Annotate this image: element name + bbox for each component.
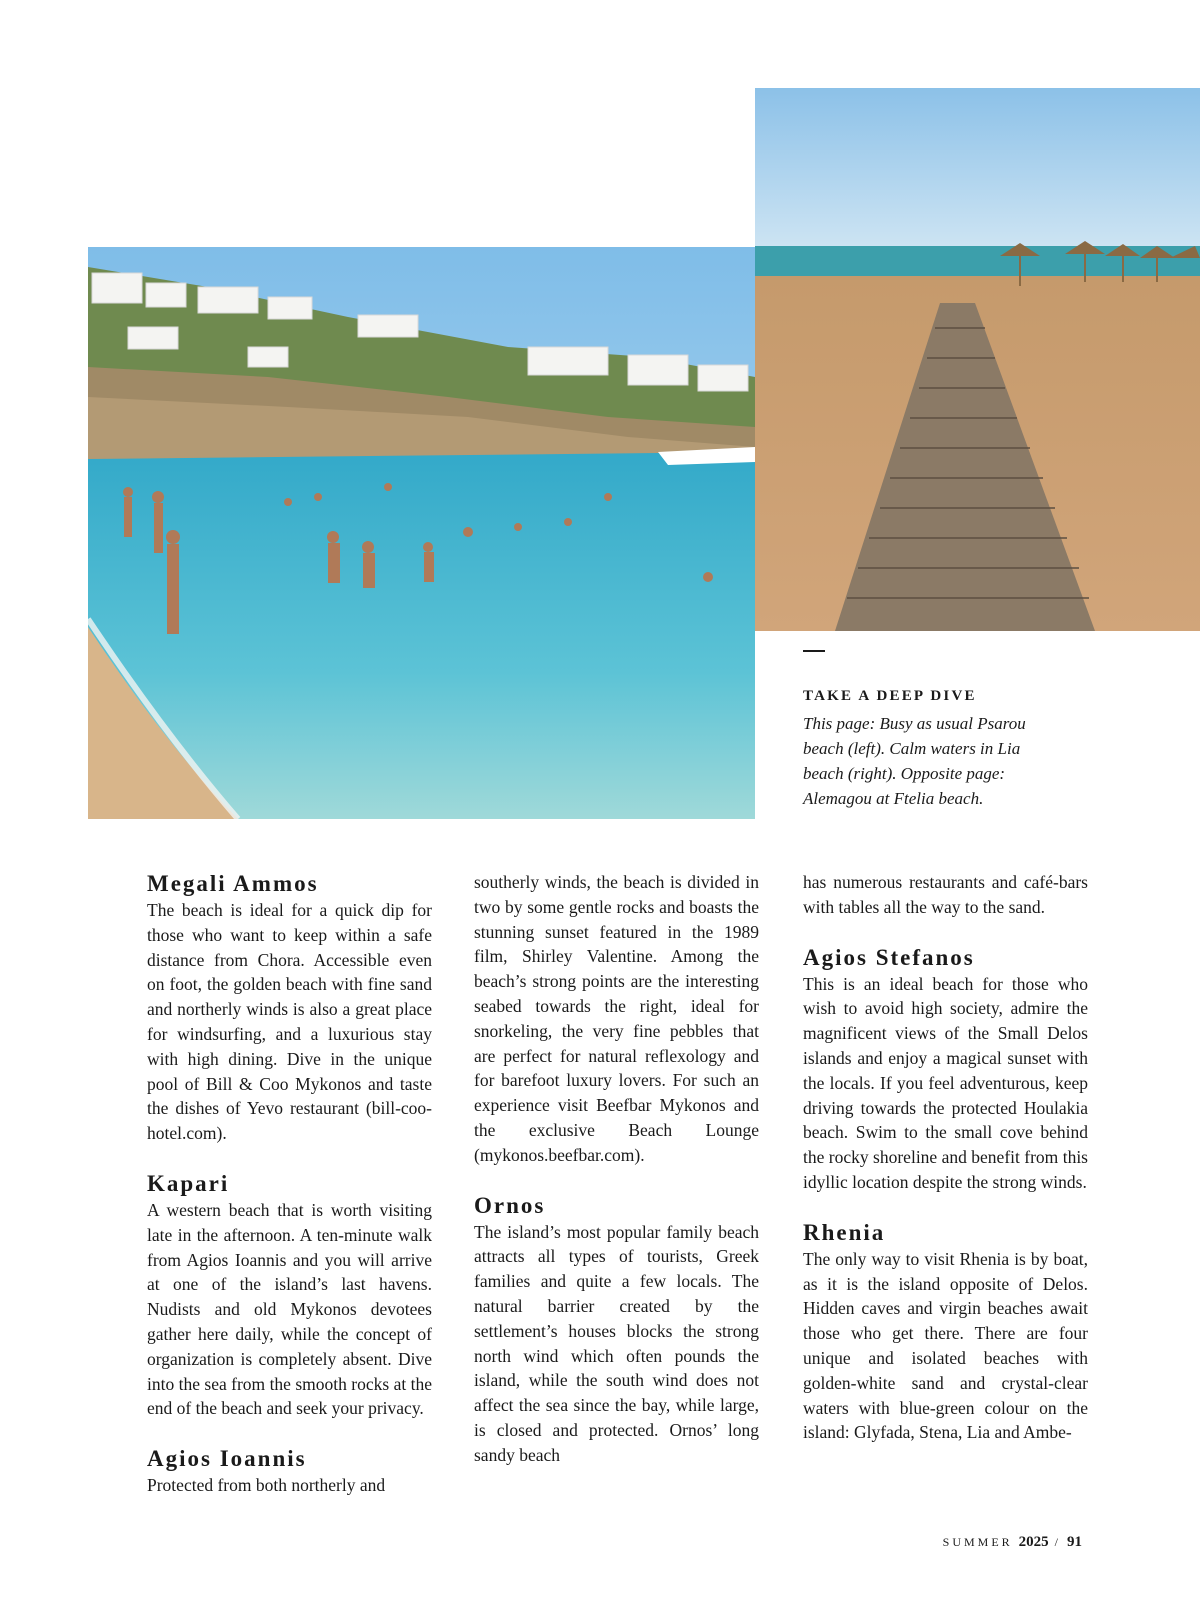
megali-ammos-heading: Megali Ammos (147, 871, 319, 896)
page-folio (943, 1534, 1082, 1551)
megali-ammos-body: The beach is ideal for a quick dip for those who want to keep within a safe distance from Chora. Accessible even on foot, the golden beach with fine sand and northerly winds is also a great place for windsurfing, and a luxurious stay with high dining. Dive in the unique pool of Bill & Coo Mykonos and taste the dishes of Yevo restaurant (bill-coo-hotel.com). (147, 900, 432, 1144)
agios-stefanos-body: This is an ideal beach for those who wish to avoid high society, admire the magnificent views of the Small Delos islands and enjoy a magical sunset with the locals. If you feel adventurous, keep driving towards the protected Houlakia beach. Swim to the small cove behind the rocky shoreline and benefit from this idyllic location despite the strong winds. (803, 973, 1088, 1192)
caption-rule (803, 650, 825, 652)
rhenia-body: The only way to visit Rhenia is by boat, as it is the island opposite of Delos. Hidden caves and virgin beaches await those who get there. There are four unique and isolated beaches with golden-white sand and crystal-clear waters with blue-green colour on the island: Glyfada, Stena, Lia and Ambe- (803, 1248, 1088, 1443)
caption-title: TAKE A DEEP DIVE (803, 688, 977, 704)
agios-ioannis-body-start: Protected from both northerly and (147, 1475, 386, 1496)
caption-text: This page: Busy as usual Psarou beach (left). Calm waters in Lia beach (right). Opposite page: Alemagou at Ftelia beach. (803, 714, 1026, 808)
ornos-body-cont: has numerous restaurants and café-bars with tables all the way to the sand. (803, 872, 1088, 917)
ornos-heading: Ornos (474, 1192, 546, 1218)
agios-ioannis-heading: Agios Ioannis (147, 1446, 307, 1472)
psarou-beach-image (88, 247, 755, 819)
agios-ioannis-body-cont: southerly winds, the beach is divided in two by some gentle rocks and boasts the stunning sunset featured in the 1989 film, Shirley Valentine. Among the beach’s strong points are the interesting seabed towards the right, ideal for snorkeling, the very fine pebbles that are perfect for natural reflexology and for barefoot luxury lovers. For such an experience visit Beefbar Mykonos and the exclusive Beach Lounge (mykonos.beefbar.com). (474, 872, 759, 1165)
photo-caption (803, 650, 1063, 811)
page-number: 91 (1067, 1534, 1082, 1550)
folio-year: 2025 (1018, 1534, 1049, 1550)
rhenia-heading: Rhenia (803, 1219, 886, 1245)
text-column-1 (147, 870, 432, 1498)
ornos-body: The island’s most popular family beach attracts all types of tourists, Greek families and quite a few locals. The natural barrier created by the settlement’s houses blocks the strong north wind which often pounds the island, while the south wind does not affect the sea since the bay, while large, is closed and protected. Ornos’ long sandy beach (474, 1221, 759, 1465)
psarou-beach-photo (88, 247, 755, 819)
folio-issue: SUMMER (942, 1535, 1013, 1549)
folio-separator: / (1054, 1535, 1061, 1549)
lia-beach-photo (755, 88, 1200, 631)
text-column-2 (474, 870, 759, 1468)
kapari-heading: Kapari (147, 1170, 230, 1196)
lia-beach-image (755, 88, 1200, 631)
text-column-3 (803, 870, 1088, 1445)
kapari-body: A western beach that is worth visiting late in the afternoon. A ten-minute walk from Agios Ioannis and you will arrive at one of the island’s last havens. Nudists and old Mykonos devotees gather here daily, while the concept of organization is completely absent. Dive into the sea from the smooth rocks at the end of the beach and seek your privacy. (147, 1199, 432, 1419)
agios-stefanos-heading: Agios Stefanos (803, 944, 975, 970)
